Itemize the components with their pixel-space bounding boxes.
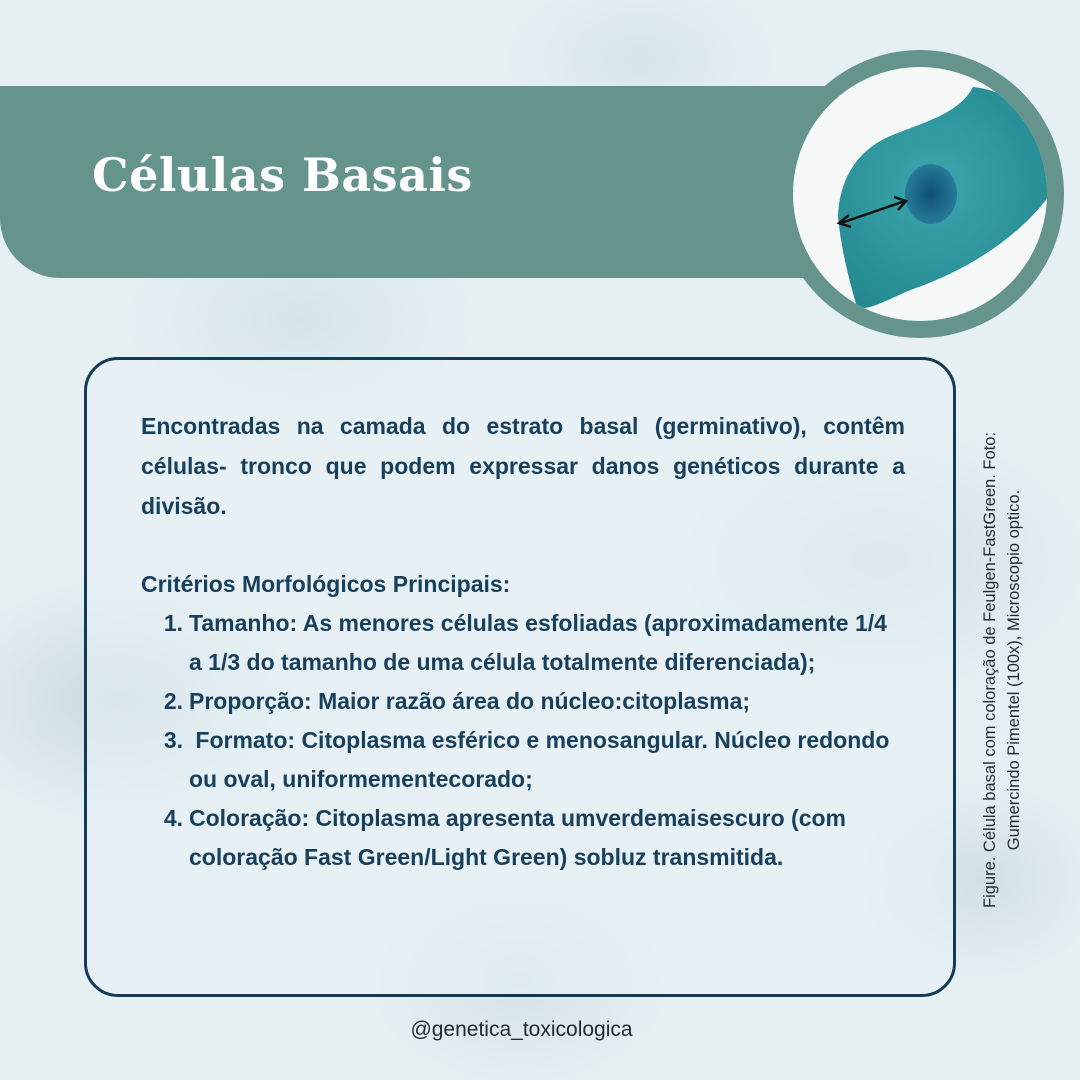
caption-line-2: Gumercindo Pimentel (100x), Microscopio optico.	[1005, 489, 1023, 851]
intro-text: Encontradas na camada do estrato basal (germinativo), contêm células- tronco que podem expressar danos genéticos durante a divisão.	[141, 413, 905, 519]
criteria-heading: Critérios Morfológicos Principais:	[141, 571, 511, 597]
item-number: 3.	[163, 727, 183, 753]
basal-cell-image	[793, 67, 1047, 321]
item-text: Coloração: Citoplasma apresenta umverdemaisescuro (com coloração Fast Green/Light Green) sobluz transmitida.	[189, 805, 847, 870]
item-number: 2.	[163, 688, 183, 714]
photo-frame	[776, 50, 1064, 338]
item-text: Tamanho: As menores células esfoliadas (aproximadamente 1/4 a 1/3 do tamanho de uma célula totalmente diferenciada);	[189, 610, 887, 675]
item-number: 1.	[163, 610, 183, 636]
page-title: Células Basais	[92, 148, 473, 202]
criteria-item	[141, 799, 901, 877]
criteria-item	[141, 721, 901, 799]
cell-nucleus	[905, 164, 957, 224]
criteria-item	[141, 604, 901, 682]
figure-caption	[978, 370, 1026, 970]
criteria-list	[141, 604, 901, 877]
cell-micrograph	[793, 67, 1047, 321]
caption-line-1: Figure. Célula basal com coloração de Feulgen-FastGreen. Foto:	[981, 432, 999, 908]
social-handle: @genetica_toxicologica	[410, 1018, 633, 1041]
item-text: Formato: Citoplasma esférico e menosangular. Núcleo redondo ou oval, uniformementecorado;	[189, 727, 896, 792]
item-text: Proporção: Maior razão área do núcleo:citoplasma;	[189, 688, 751, 714]
content-card	[84, 357, 956, 997]
criteria-item	[141, 682, 901, 721]
item-number: 4.	[163, 805, 183, 831]
